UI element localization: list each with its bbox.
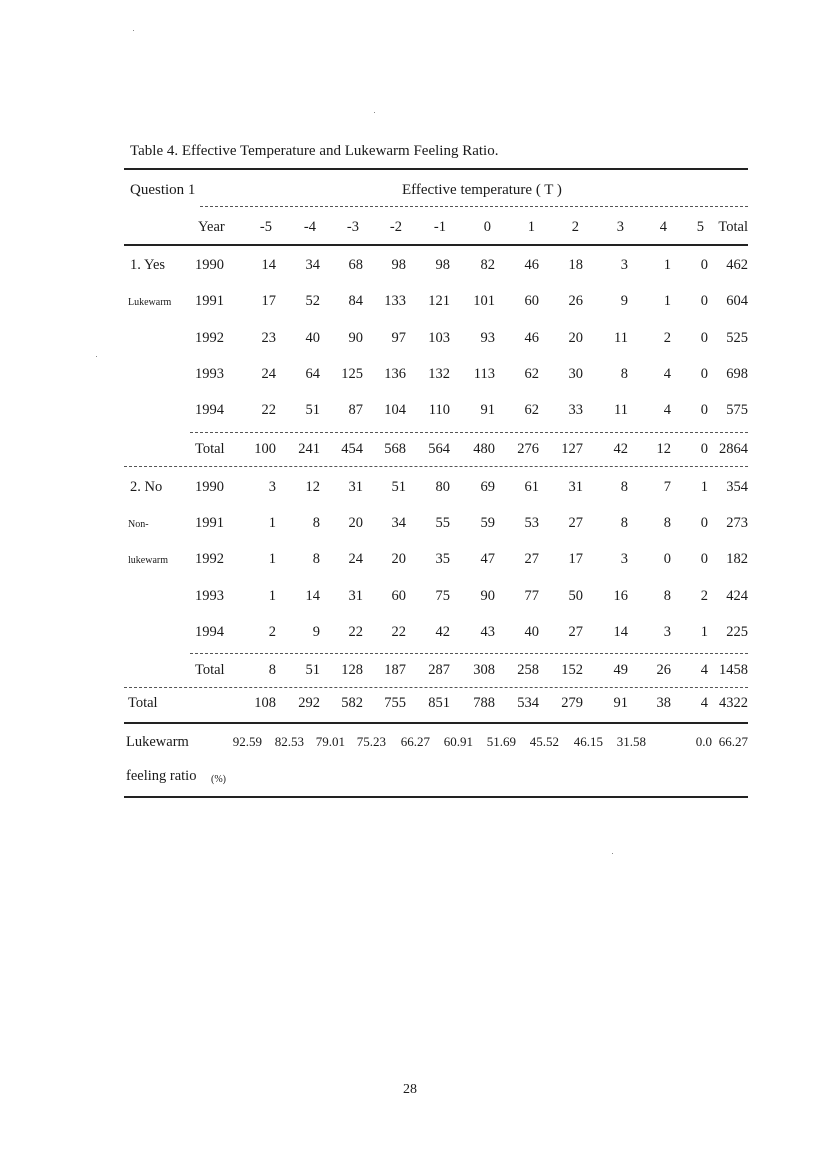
ratio-cell: 92.59 <box>232 734 262 749</box>
rule-under-header <box>124 244 748 246</box>
group-2-row-cell-t-2: 20 <box>391 551 406 568</box>
group-1-row-cell-t5: 0 <box>700 402 708 419</box>
group-2-sublabel: Non- <box>128 519 149 531</box>
group-2-row-total: 225 <box>726 624 748 640</box>
group-2-row-cell-t-3: 22 <box>348 624 363 640</box>
grand-total-cell: 292 <box>298 695 320 711</box>
group-1-sublabel: Lukewarm <box>128 297 172 309</box>
group-1-row-cell-t0: 82 <box>480 257 495 273</box>
group-2-row-cell-t2: 27 <box>568 624 583 640</box>
group-1-row-cell-t-2: 97 <box>391 329 406 346</box>
group-2-row-cell-t-5: 1 <box>268 587 276 604</box>
ratio-cell: 60.91 <box>443 734 473 749</box>
group-2-row-cell-t-3: 31 <box>348 587 363 604</box>
grand-total-cell: 582 <box>341 695 363 711</box>
ratio-label: Lukewarm <box>126 734 189 750</box>
group-1-total-row-cell-t-2: 568 <box>384 440 406 457</box>
header-effective-temperature: Effective temperature ( T ) <box>402 182 562 198</box>
group-1-row-cell-t-1: 121 <box>428 293 450 310</box>
group-2-row-cell-t0: 43 <box>480 624 495 640</box>
ratio-cell: 51.69 <box>486 734 516 749</box>
group-1-row-cell-t1: 62 <box>524 365 539 382</box>
scan-speck <box>612 853 613 854</box>
group-1-row-cell-t-3: 68 <box>348 257 363 273</box>
grand-total-total: 4322 <box>719 695 748 711</box>
group-2-row-year: 1992 <box>195 551 224 568</box>
group-1-row-cell-t5: 0 <box>700 257 708 273</box>
group-2-row-total: 354 <box>726 478 748 495</box>
group-1-row-cell-t2: 33 <box>568 402 583 419</box>
grand-total-cell: 851 <box>428 695 450 711</box>
group-1-row-cell-t-1: 98 <box>435 257 450 273</box>
header-temp: 1 <box>527 219 535 235</box>
group-2-row-year: 1990 <box>195 478 224 495</box>
group-2-row-cell-t1: 61 <box>524 478 539 495</box>
group-2-row-cell-t1: 77 <box>524 587 539 604</box>
grand-total-cell: 4 <box>700 695 708 711</box>
group-2-row-cell-t2: 17 <box>568 551 583 568</box>
header-temp: -4 <box>303 219 316 235</box>
group-2-row-cell-t4: 8 <box>663 515 671 532</box>
group-2-row-cell-t1: 53 <box>524 515 539 532</box>
group-2-row-cell-t5: 2 <box>700 587 708 604</box>
group-1-row-total: 525 <box>726 329 748 346</box>
grand-total-cell: 755 <box>384 695 406 711</box>
group-1-total-row-cell-t4: 12 <box>656 440 671 457</box>
header-temp: 2 <box>571 219 579 235</box>
group-2-row-cell-t3: 3 <box>620 551 628 568</box>
group-2-row-cell-t-4: 8 <box>312 515 320 532</box>
grand-total-cell: 108 <box>254 695 276 711</box>
header-question: Question 1 <box>130 182 196 198</box>
group-1-row-cell-t4: 4 <box>663 365 671 382</box>
group-1-row-total: 462 <box>726 257 748 273</box>
header-temp: -1 <box>433 219 446 235</box>
group-2-row-cell-t-1: 55 <box>435 515 450 532</box>
group-1-row-cell-t-2: 133 <box>384 293 406 310</box>
table-caption: Table 4. Effective Temperature and Lukewarm Feeling Ratio. <box>130 143 499 159</box>
group-1-row-cell-t4: 1 <box>663 257 671 273</box>
group-2-row-cell-t-4: 14 <box>305 587 320 604</box>
group-2-row-cell-t1: 27 <box>524 551 539 568</box>
ratio-cell: 0.0 <box>695 734 712 749</box>
group-1-row-cell-t0: 91 <box>480 402 495 419</box>
group-1-row-cell-t-2: 104 <box>384 402 406 419</box>
group-1-row-total: 604 <box>726 293 748 310</box>
group-2-row-cell-t-2: 60 <box>391 587 406 604</box>
group-1-row-cell-t-5: 14 <box>261 257 276 273</box>
group-1-row-cell-t2: 30 <box>568 365 583 382</box>
group-1-row-cell-t-5: 24 <box>261 365 276 382</box>
group-1-row-cell-t-5: 23 <box>261 329 276 346</box>
group-1-row-year: 1994 <box>195 402 224 419</box>
group-1-row-cell-t-1: 132 <box>428 365 450 382</box>
ratio-cell: 79.01 <box>315 734 345 749</box>
group-1-total-row-cell-t0: 480 <box>473 440 495 457</box>
ratio-cell: 46.15 <box>573 734 603 749</box>
group-1-total-row-cell-t-5: 100 <box>254 440 276 457</box>
group-2-row-cell-t3: 8 <box>620 515 628 532</box>
ratio-total: 66.27 <box>718 734 748 749</box>
group-1-row-cell-t2: 20 <box>568 329 583 346</box>
group-1-row-cell-t-2: 98 <box>391 257 406 273</box>
group-1-rule-after <box>124 466 748 467</box>
group-1-total-row-cell-t1: 276 <box>517 440 539 457</box>
page-number: 28 <box>403 1082 417 1097</box>
scan-speck <box>374 112 375 113</box>
group-1-row-cell-t5: 0 <box>700 329 708 346</box>
group-2-row-cell-t-5: 3 <box>268 478 276 495</box>
ratio-unit: (%) <box>211 774 226 785</box>
ratio-cell: 31.58 <box>616 734 646 749</box>
group-2-row-cell-t-4: 12 <box>305 478 320 495</box>
group-2-row-cell-t5: 1 <box>700 624 708 640</box>
group-1-row-cell-t-3: 87 <box>348 402 363 419</box>
header-temp: 0 <box>483 219 491 235</box>
group-2-total-row-cell-t-2: 187 <box>384 662 406 679</box>
header-temp: -5 <box>259 219 272 235</box>
rule-after-grand-total <box>124 722 748 724</box>
grand-total-cell: 788 <box>473 695 495 711</box>
header-temp: -2 <box>389 219 402 235</box>
group-2-row-cell-t5: 1 <box>700 478 708 495</box>
group-2-row-cell-t2: 27 <box>568 515 583 532</box>
group-2-row-cell-t-4: 8 <box>312 551 320 568</box>
group-1-row-cell-t4: 4 <box>663 402 671 419</box>
group-2-row-cell-t-1: 80 <box>435 478 450 495</box>
group-2-row-cell-t-2: 22 <box>391 624 406 640</box>
group-2-row-cell-t-3: 31 <box>348 478 363 495</box>
group-2-total-row-cell-t2: 152 <box>561 662 583 679</box>
group-1-total-row-cell-t-3: 454 <box>341 440 363 457</box>
grand-total-cell: 91 <box>613 695 628 711</box>
group-1-row-cell-t-1: 103 <box>428 329 450 346</box>
group-1-label: 1. Yes <box>130 257 166 273</box>
ratio-label-2: feeling ratio <box>126 768 197 784</box>
group-2-row-cell-t4: 3 <box>663 624 671 640</box>
group-2-row-cell-t-1: 35 <box>435 551 450 568</box>
group-1-row-cell-t1: 60 <box>524 293 539 310</box>
group-2-total-row-cell-t-1: 287 <box>428 662 450 679</box>
group-2-row-cell-t2: 50 <box>568 587 583 604</box>
group-1-row-cell-t-3: 84 <box>348 293 363 310</box>
group-2-row-year: 1993 <box>195 587 224 604</box>
group-2-row-cell-t-3: 20 <box>348 515 363 532</box>
group-2-row-cell-t-1: 75 <box>435 587 450 604</box>
group-2-total-row-year: Total <box>195 662 225 679</box>
group-2-row-cell-t3: 16 <box>613 587 628 604</box>
group-2-row-total: 273 <box>726 515 748 532</box>
group-1-row-cell-t3: 9 <box>620 293 628 310</box>
group-1-total-row-cell-t2: 127 <box>561 440 583 457</box>
group-2-row-cell-t4: 8 <box>663 587 671 604</box>
group-2-label: 2. No <box>130 478 163 495</box>
group-1-row-cell-t0: 93 <box>480 329 495 346</box>
group-2-row-year: 1991 <box>195 515 224 532</box>
group-1-row-cell-t2: 18 <box>568 257 583 273</box>
group-2-row-cell-t-1: 42 <box>435 624 450 640</box>
group-2-row-total: 182 <box>726 551 748 568</box>
group-2-row-cell-t-5: 1 <box>268 551 276 568</box>
group-2-total-row-cell-t0: 308 <box>473 662 495 679</box>
group-1-row-cell-t-4: 52 <box>305 293 320 310</box>
group-1-total-row-cell-t-4: 241 <box>298 440 320 457</box>
group-1-row-cell-t-1: 110 <box>428 402 450 419</box>
group-2-row-cell-t4: 0 <box>663 551 671 568</box>
group-2-row-cell-t-5: 2 <box>268 624 276 640</box>
group-2-row-cell-t0: 47 <box>480 551 495 568</box>
group-1-row-cell-t3: 11 <box>614 329 628 346</box>
group-2-total-row-cell-t4: 26 <box>656 662 671 679</box>
group-1-row-cell-t5: 0 <box>700 365 708 382</box>
group-2-total-row-cell-t5: 4 <box>700 662 708 679</box>
group-2-row-cell-t5: 0 <box>700 515 708 532</box>
group-1-row-cell-t-5: 17 <box>261 293 276 310</box>
group-2-row-cell-t-3: 24 <box>348 551 363 568</box>
scan-speck <box>96 356 97 357</box>
ratio-cell: 75.23 <box>356 734 386 749</box>
group-1-row-cell-t0: 113 <box>473 365 495 382</box>
group-1-total-row-cell-t-1: 564 <box>428 440 450 457</box>
group-1-row-year: 1990 <box>195 257 224 273</box>
group-1-row-cell-t4: 2 <box>663 329 671 346</box>
grand-total-cell: 38 <box>656 695 671 711</box>
group-1-row-cell-t-4: 34 <box>305 257 320 273</box>
group-2-total-row-cell-t-3: 128 <box>341 662 363 679</box>
ratio-cell: 82.53 <box>274 734 304 749</box>
group-1-row-year: 1991 <box>195 293 224 310</box>
header-temp: 3 <box>616 219 624 235</box>
group-1-row-year: 1993 <box>195 365 224 382</box>
group-1-row-cell-t4: 1 <box>663 293 671 310</box>
header-temp: -3 <box>346 219 359 235</box>
group-2-rule-before-total <box>190 653 748 654</box>
group-2-row-total: 424 <box>726 587 748 604</box>
group-2-row-year: 1994 <box>195 624 224 640</box>
rule-under-et <box>200 206 748 207</box>
grand-total-cell: 279 <box>561 695 583 711</box>
group-1-total-row-year: Total <box>195 440 225 457</box>
group-1-total-row-cell-t3: 42 <box>613 440 628 457</box>
group-2-row-cell-t-4: 9 <box>312 624 320 640</box>
group-1-row-cell-t-3: 90 <box>348 329 363 346</box>
group-2-row-cell-t5: 0 <box>700 551 708 568</box>
group-1-row-cell-t2: 26 <box>568 293 583 310</box>
group-2-sublabel2: lukewarm <box>128 555 168 567</box>
grand-total-cell: 534 <box>517 695 539 711</box>
group-1-row-cell-t5: 0 <box>700 293 708 310</box>
group-1-row-cell-t-4: 51 <box>305 402 320 419</box>
group-2-total-row-cell-t3: 49 <box>613 662 628 679</box>
group-1-row-cell-t3: 3 <box>620 257 628 273</box>
group-2-row-cell-t0: 69 <box>480 478 495 495</box>
group-1-row-cell-t-3: 125 <box>341 365 363 382</box>
group-2-total-row-cell-t-4: 51 <box>305 662 320 679</box>
group-1-rule-before-total <box>190 432 748 433</box>
group-1-row-cell-t-2: 136 <box>384 365 406 382</box>
header-year: Year <box>198 219 225 235</box>
group-2-row-cell-t4: 7 <box>663 478 671 495</box>
group-2-total-row-cell-t-5: 8 <box>268 662 276 679</box>
group-2-row-cell-t0: 90 <box>480 587 495 604</box>
group-1-row-cell-t1: 62 <box>524 402 539 419</box>
ratio-cell: 66.27 <box>400 734 430 749</box>
scan-speck <box>133 30 134 31</box>
group-1-row-total: 575 <box>726 402 748 419</box>
group-1-row-cell-t3: 11 <box>614 402 628 419</box>
group-2-row-cell-t1: 40 <box>524 624 539 640</box>
group-1-total-row-cell-t5: 0 <box>700 440 708 457</box>
group-2-total-row-total: 1458 <box>719 662 748 679</box>
grand-total-label: Total <box>128 695 158 711</box>
ratio-cell: 45.52 <box>529 734 559 749</box>
group-1-total-row-total: 2864 <box>719 440 748 457</box>
group-2-row-cell-t3: 8 <box>620 478 628 495</box>
group-1-row-cell-t1: 46 <box>524 329 539 346</box>
group-1-row-year: 1992 <box>195 329 224 346</box>
group-2-rule-after <box>124 687 748 688</box>
rule-top <box>124 168 748 170</box>
group-1-row-cell-t0: 101 <box>473 293 495 310</box>
group-1-row-cell-t1: 46 <box>524 257 539 273</box>
group-2-total-row-cell-t1: 258 <box>517 662 539 679</box>
group-2-row-cell-t-5: 1 <box>268 515 276 532</box>
group-2-row-cell-t-2: 34 <box>391 515 406 532</box>
group-2-row-cell-t2: 31 <box>568 478 583 495</box>
group-1-row-cell-t-4: 64 <box>305 365 320 382</box>
group-1-row-total: 698 <box>726 365 748 382</box>
group-1-row-cell-t3: 8 <box>620 365 628 382</box>
header-temp: 4 <box>659 219 667 235</box>
rule-bottom <box>124 796 748 798</box>
group-2-row-cell-t0: 59 <box>480 515 495 532</box>
group-2-row-cell-t-2: 51 <box>391 478 406 495</box>
group-1-row-cell-t-4: 40 <box>305 329 320 346</box>
group-2-row-cell-t3: 14 <box>613 624 628 640</box>
header-total: Total <box>718 219 748 235</box>
header-temp: 5 <box>696 219 704 235</box>
group-1-row-cell-t-5: 22 <box>261 402 276 419</box>
